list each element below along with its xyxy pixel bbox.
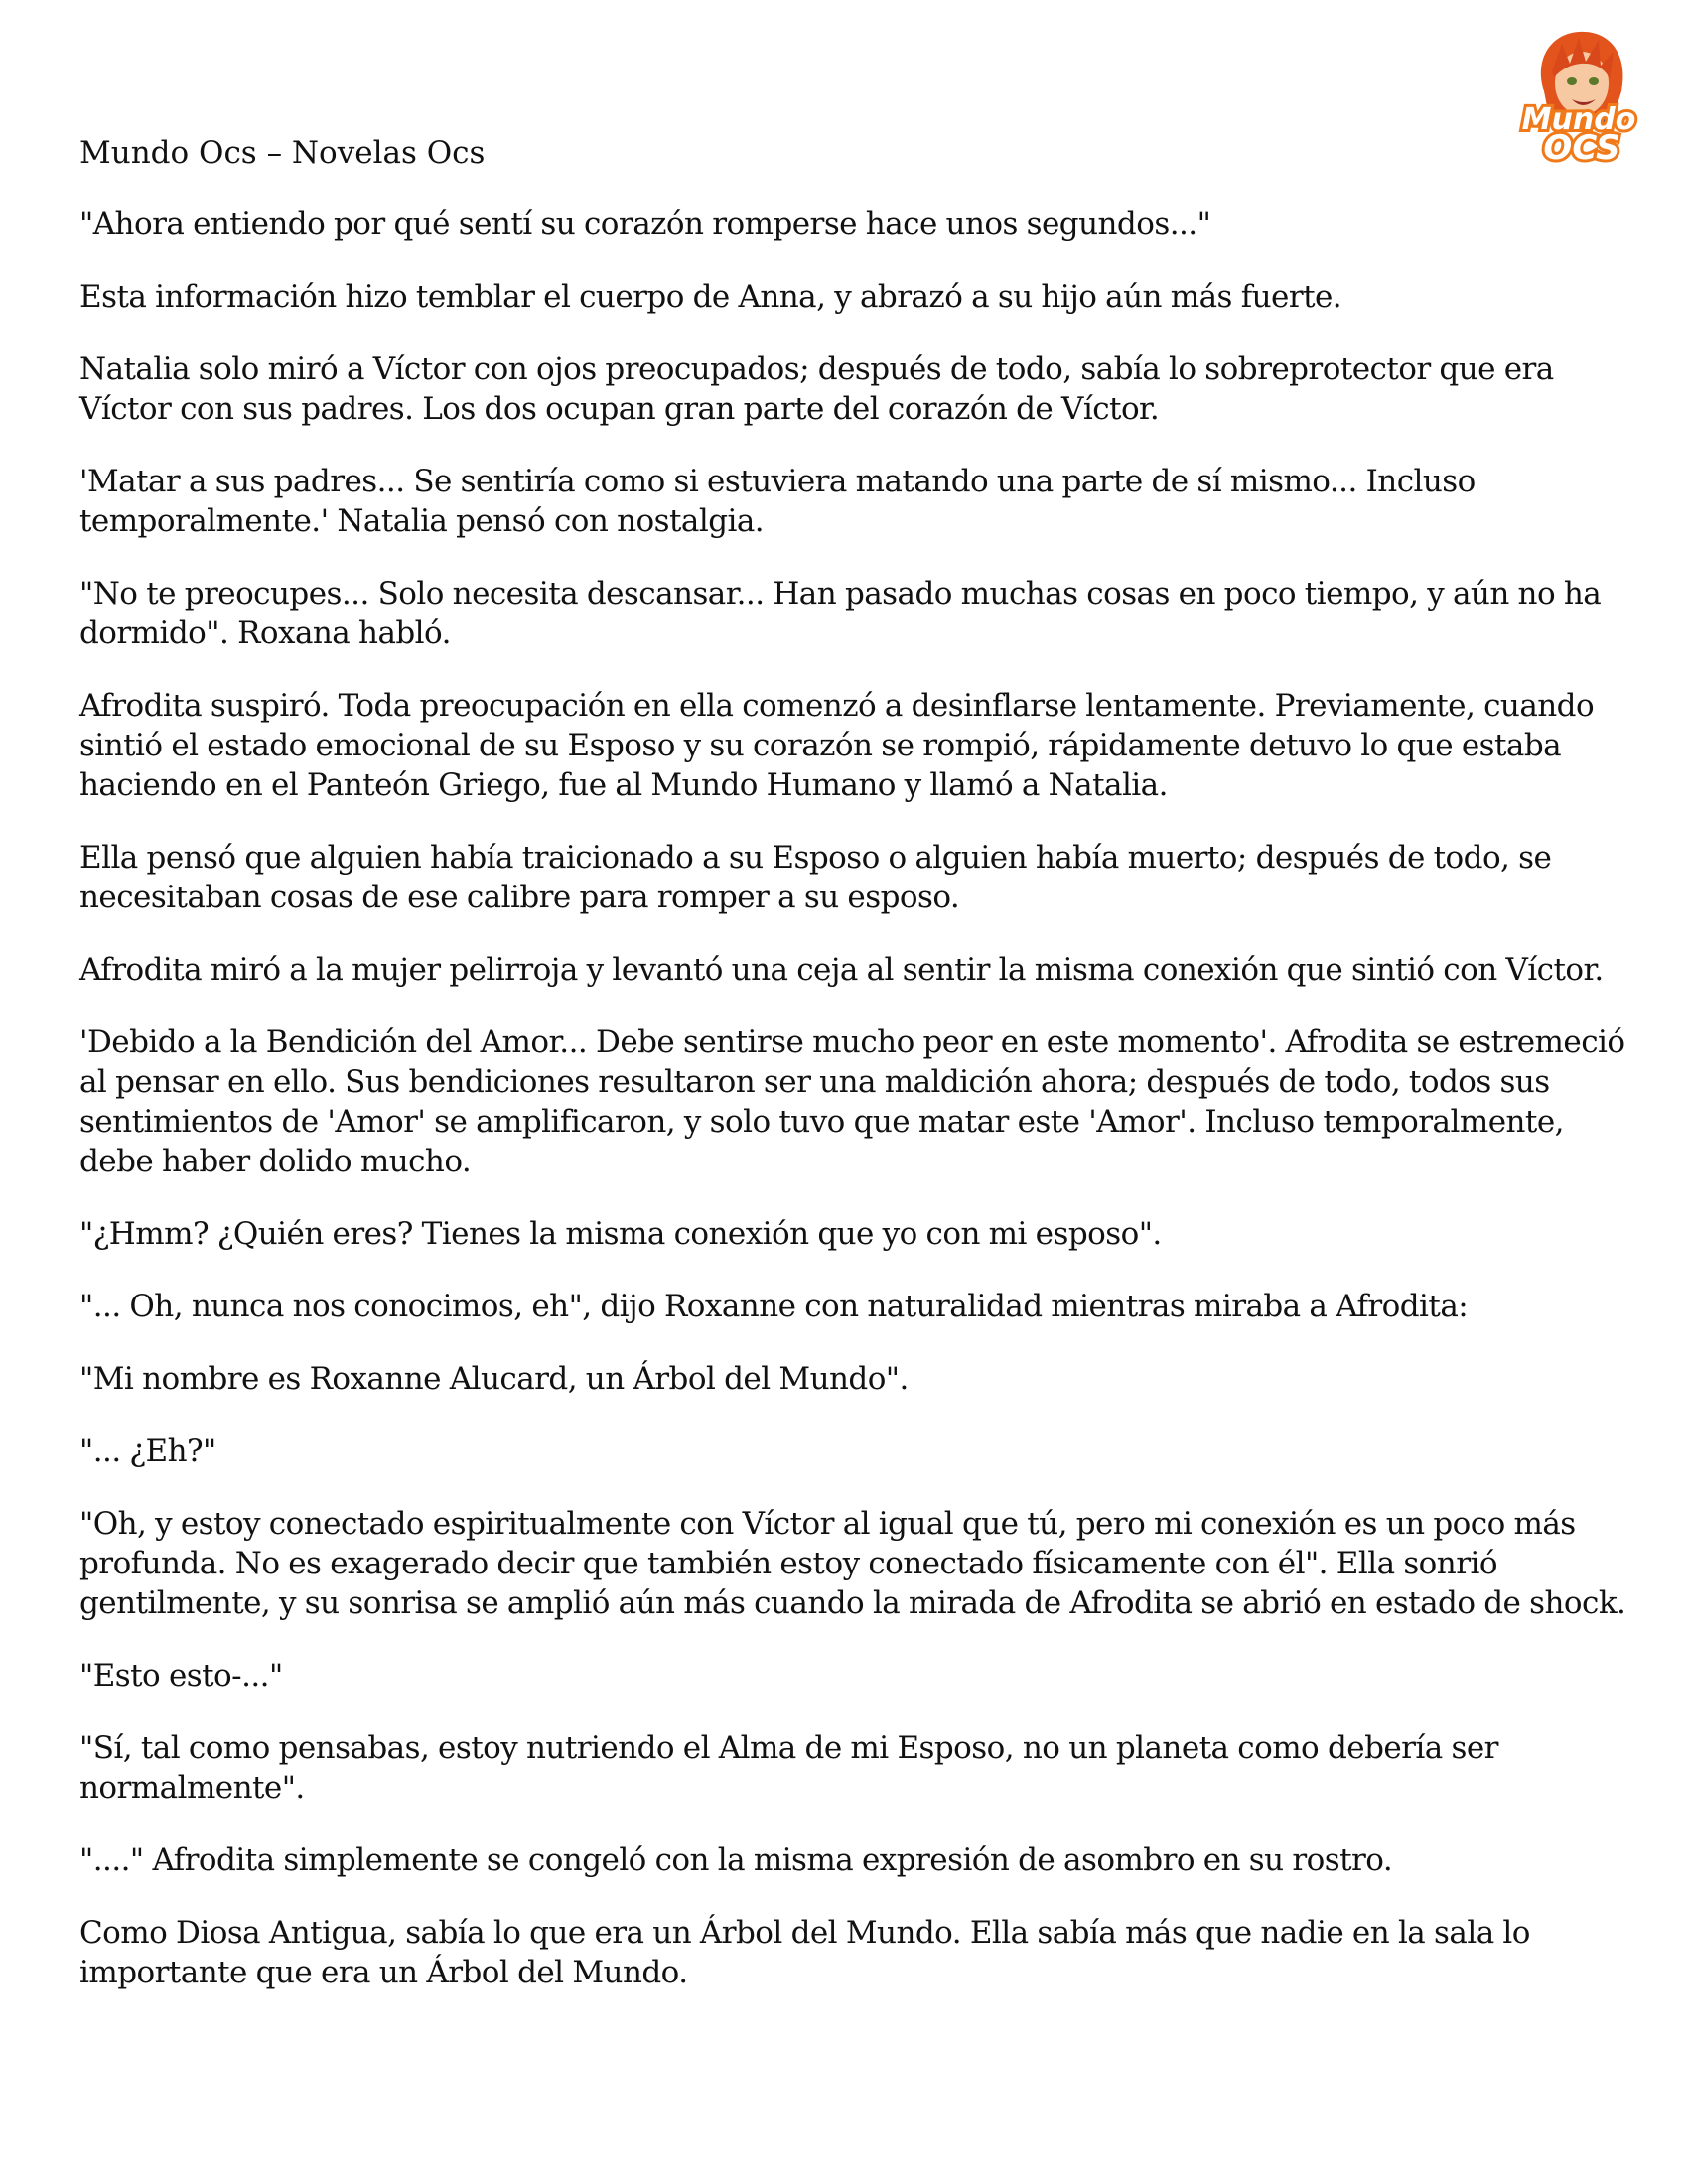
paragraph-14: "Oh, y estoy conectado espiritualmente con Víctor al igual que tú, pero mi conexión es un poco más profunda. No es exagerado decir que también estoy conectado físicamente con él". Ella sonrió gentilmente, y su sonrisa se amplió aún más cuando la mirada de Afrodita se abrió en estado de shock.: [79, 1506, 1626, 1621]
paragraph-16: "Sí, tal como pensabas, estoy nutriendo el Alma de mi Esposo, no un planeta como debería ser normalmente".: [79, 1730, 1498, 1806]
paragraph-11: "... Oh, nunca nos conocimos, eh", dijo Roxanne con naturalidad mientras miraba a Afrodita:: [79, 1289, 1469, 1324]
paragraph-4: 'Matar a sus padres... Se sentiría como si estuviera matando una parte de sí mismo... Incluso temporalmente.' Natalia pensó con nostalgia.: [79, 464, 1476, 539]
document-body: [79, 133, 1628, 2025]
logo-text-bottom: OCS: [1543, 128, 1620, 168]
site-header-line: Mundo Ocs – Novelas Ocs: [79, 135, 486, 171]
paragraph-9: 'Debido a la Bendición del Amor... Debe sentirse mucho peor en este momento'. Afrodita se estremeció al pensar en ello. Sus bendiciones resultaron ser una maldición ahora; después de todo, todos sus sentimientos de 'Amor' se amplificaron, y solo tuvo que matar este 'Amor'. Incluso temporalmente, debe haber dolido mucho.: [79, 1024, 1625, 1179]
paragraph-8: Afrodita miró a la mujer pelirroja y levantó una ceja al sentir la misma conexión que sintió con Víctor.: [79, 952, 1604, 988]
paragraph-13: "... ¿Eh?": [79, 1433, 216, 1469]
paragraph-5: "No te preocupes... Solo necesita descansar... Han pasado muchas cosas en poco tiempo, y aún no ha dormido". Roxana habló.: [79, 576, 1602, 651]
paragraph-10: "¿Hmm? ¿Quién eres? Tienes la misma conexión que yo con mi esposo".: [79, 1216, 1162, 1252]
paragraph-7: Ella pensó que alguien había traicionado a su Esposo o alguien había muerto; después de todo, se necesitaban cosas de ese calibre para romper a su esposo.: [79, 840, 1552, 915]
logo-text-top: Mundo: [1521, 102, 1636, 137]
paragraph-15: "Esto esto-...": [79, 1658, 283, 1694]
paragraph-6: Afrodita suspiró. Toda preocupación en ella comenzó a desinflarse lentamente. Previamente, cuando sintió el estado emocional de su Esposo y su corazón se rompió, rápidamente detuvo lo que estaba haciendo en el Panteón Griego, fue al Mundo Humano y llamó a Natalia.: [79, 688, 1595, 803]
paragraph-17: "...." Afrodita simplemente se congeló con la misma expresión de asombro en su rostro.: [79, 1843, 1393, 1878]
paragraph-1: "Ahora entiendo por qué sentí su corazón romperse hace unos segundos...": [79, 206, 1211, 242]
paragraph-3: Natalia solo miró a Víctor con ojos preocupados; después de todo, sabía lo sobreprotector que era Víctor con sus padres. Los dos ocupan gran parte del corazón de Víctor.: [79, 351, 1554, 427]
paragraph-18: Como Diosa Antigua, sabía lo que era un Árbol del Mundo. Ella sabía más que nadie en la sala lo importante que era un Árbol del Mundo.: [79, 1915, 1530, 1990]
paragraph-12: "Mi nombre es Roxanne Alucard, un Árbol del Mundo".: [79, 1361, 909, 1397]
paragraph-2: Esta información hizo temblar el cuerpo de Anna, y abrazó a su hijo aún más fuerte.: [79, 279, 1342, 315]
